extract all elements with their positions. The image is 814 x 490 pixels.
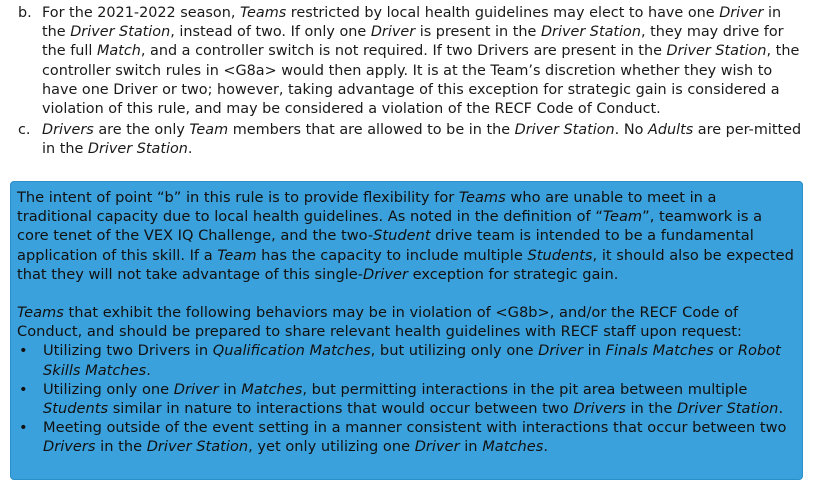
text-run: The intent of point “b” in this rule is to provide flexibility for (17, 189, 459, 206)
italic-term: Driver (414, 438, 460, 456)
bullet-icon: • (19, 419, 28, 437)
text-run: . (543, 438, 548, 456)
text-run: in (583, 342, 606, 360)
text-run: that exhibit the following behaviors may be in violation of <G8b>, and/or the RECF Code of Conduct, and should be prepared to share relevant health guidelines with RECF staff upon request: (17, 304, 742, 341)
text-run: For the 2021-2022 season, (42, 5, 241, 21)
italic-term: Driver Station (677, 400, 779, 418)
italic-term: Team (217, 246, 257, 264)
rule-list (18, 4, 804, 160)
bullet-text (43, 342, 781, 378)
italic-term: Robot Skills Matches (43, 342, 781, 379)
text-run: . No (614, 122, 648, 139)
text-run: who are unable to meet in a traditional capacity due to local health guidelines. As noted in the definition of “ (17, 189, 717, 226)
text-run: , the controller switch rules in <G8a> would then apply. It is at the Team’s discretion whether they wish to have one Driver or two; however, taking advantage of this exception for strategic gain is considered a violation of this rule, and may be considered a violation of the RECF Code of Conduct. (42, 43, 800, 118)
italic-term: Finals Matches (605, 342, 714, 360)
text-run: . (146, 361, 151, 379)
italic-term: Matches (482, 438, 544, 456)
italic-term: Driver Station (87, 141, 188, 158)
text-run: . (778, 400, 784, 418)
text-run: in (218, 380, 242, 398)
italic-term: Drivers (42, 122, 94, 139)
italic-term: Driver (173, 380, 219, 398)
text-run: Utilizing only one (43, 380, 174, 398)
paragraph-gap (17, 284, 796, 303)
italic-term: Drivers (43, 438, 96, 456)
text-run: similar in nature to interactions that would occur between two (108, 400, 574, 418)
text-run: Meeting outside of the event setting in a manner consistent with interactions that occur between two (43, 419, 787, 437)
italic-term: Teams (458, 189, 506, 206)
italic-term: Driver Station (146, 438, 249, 456)
text-run: , yet only utilizing one (248, 438, 415, 456)
italic-term: Students (43, 400, 109, 418)
rule-text (42, 5, 799, 117)
text-run: or (713, 342, 738, 360)
italic-term: Qualification Matches (212, 342, 371, 360)
italic-term: Driver Station (514, 122, 615, 139)
text-run: are the only (93, 122, 190, 139)
text-run: , but permitting interactions in the pit area between multiple (302, 380, 748, 398)
italic-term: Teams (17, 304, 64, 322)
text-run: in the (625, 400, 677, 418)
italic-term: Team (602, 208, 643, 226)
text-run: is present in the (415, 24, 541, 41)
text-run: has the capacity to include multiple (256, 246, 528, 264)
text-run: in the (95, 438, 147, 456)
italic-term: Student (373, 227, 431, 245)
text-run: drive team is intended to be a fundamental application of this skill. If a (17, 227, 754, 264)
list-item (17, 380, 796, 418)
italic-term: Students (527, 246, 593, 264)
list-item (17, 341, 796, 379)
bullet-text (43, 381, 783, 417)
italic-term: Driver (719, 5, 764, 21)
behavior-list (17, 341, 796, 456)
italic-term: Driver Station (70, 24, 171, 41)
italic-term: Driver (370, 24, 416, 41)
text-run: in (459, 438, 483, 456)
bullet-icon: • (19, 380, 28, 398)
italic-term: Adults (647, 122, 694, 139)
italic-term: Matches (241, 380, 303, 398)
italic-term: Team (189, 122, 229, 139)
text-run: members that are allowed to be in the (228, 122, 515, 139)
text-run: are per-mitted in the (42, 122, 802, 158)
italic-term: Teams (240, 5, 287, 21)
text-run: , instead of two. If only one (170, 24, 371, 41)
behaviors-intro-paragraph (17, 303, 796, 341)
rule-item-b (18, 4, 804, 119)
italic-term: Match (96, 43, 141, 60)
text-run: Utilizing two Drivers in (43, 342, 213, 360)
bullet-text (43, 419, 786, 455)
text-run: exception for strategic gain. (407, 265, 619, 283)
text-run: , but utilizing only one (370, 342, 539, 360)
text-run: , they may drive for the full (42, 24, 784, 60)
italic-term: Driver Station (666, 43, 767, 60)
text-run: , it should also be expected that they will not take advantage of this single- (17, 246, 794, 283)
text-run: , and a controller switch is not required. If two Drivers are present in the (140, 43, 667, 60)
text-run: . (187, 141, 193, 158)
rule-letter: b. (18, 5, 32, 21)
rule-letter: c. (18, 122, 31, 139)
bullet-icon: • (19, 342, 28, 360)
intent-callout-box (10, 181, 803, 480)
italic-term: Drivers (573, 400, 626, 418)
italic-term: Driver (538, 342, 584, 360)
text-run: ”, teamwork is a core tenet of the VEX IQ Challenge, and the two- (17, 208, 763, 245)
text-run: restricted by local health guidelines may elect to have one (286, 5, 720, 21)
list-item (17, 418, 796, 456)
text-run: in the (42, 5, 782, 41)
intent-paragraph (17, 188, 796, 284)
italic-term: Driver (363, 265, 408, 283)
italic-term: Driver Station (540, 24, 641, 41)
rule-item-c (18, 121, 804, 159)
rule-text (42, 122, 801, 157)
